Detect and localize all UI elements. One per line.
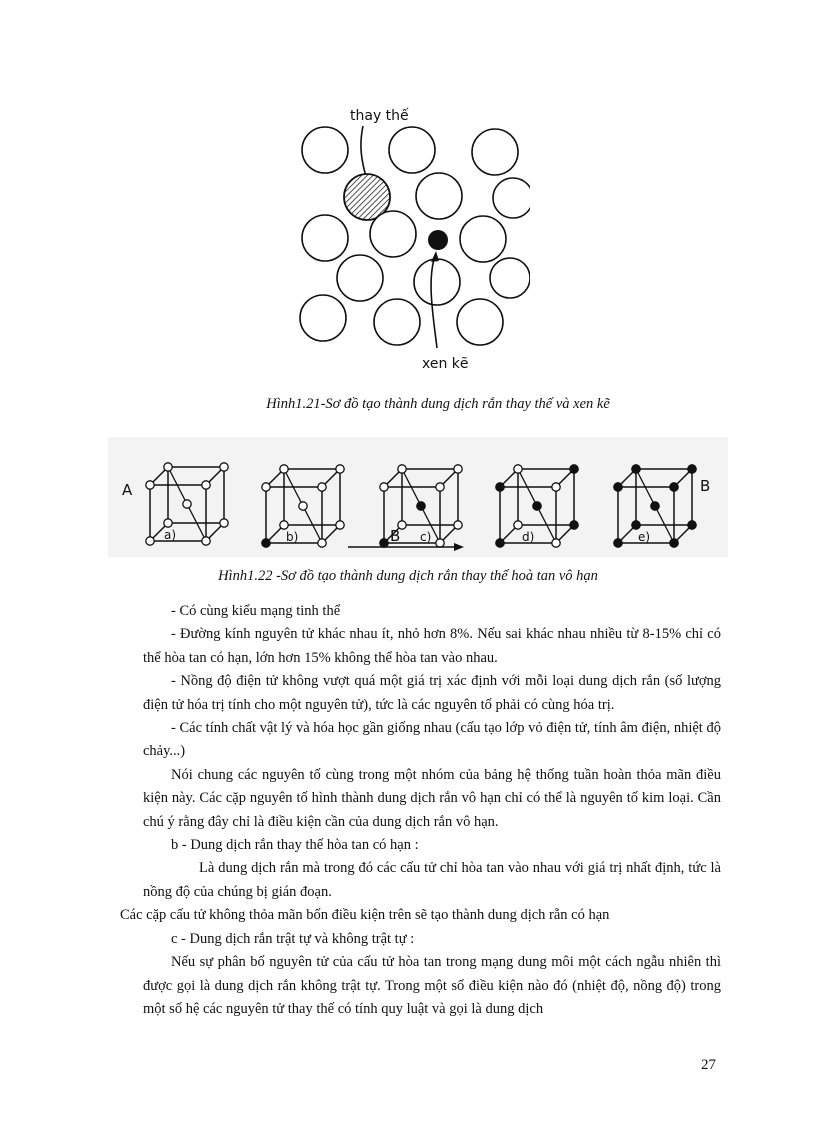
paragraph: Nếu sự phân bố nguyên tử của cấu tử hòa tan trong mạng dung môi một cách ngẫu nhiên thì được gọi là dung dịch rắn không trật tự. Trong một số điều kiện nào đó (nhiệt độ, nồng độ) trong một số hệ các nguyên tử thay thế có tính quy luật và gọi là dung dịch: [143, 954, 721, 1017]
atom: [300, 295, 346, 341]
cube-label-b: b): [286, 530, 299, 544]
atom-b: [632, 465, 640, 473]
figure-1-21-lattice: [295, 100, 530, 375]
label-interstitial: xen kẽ: [422, 356, 469, 372]
figure-1-22-cubes: [108, 437, 728, 557]
atom-a: [552, 483, 560, 491]
label-b-arrow: B: [390, 527, 401, 545]
atom: [416, 173, 462, 219]
atom-a: [220, 519, 228, 527]
atom-a: [514, 465, 522, 473]
atom-a: [336, 465, 344, 473]
paragraph: - Nồng độ điện tử không vượt quá một giá trị xác định với mỗi loại dung dịch rắn (số lượng điện tử hóa trị tính cho một nguyên tử), tức là các nguyên tố phải có cùng hóa trị.: [143, 673, 721, 713]
label-b: B: [700, 477, 711, 495]
figure-1-22-caption: Hình1.22 -Sơ đồ tạo thành dung dịch rắn thay thế hoà tan vô hạn: [218, 568, 598, 584]
arrow-substitution: [361, 126, 367, 180]
atom-b: [632, 521, 640, 529]
atom-a: [436, 483, 444, 491]
paragraph: b - Dung dịch rắn thay thế hòa tan có hạn :: [171, 837, 419, 854]
atom-b: [570, 521, 578, 529]
atom: [472, 129, 518, 175]
atom-a: [514, 521, 522, 529]
page-number: 27: [701, 1057, 716, 1073]
atom-a: [202, 481, 210, 489]
atom-a: [146, 481, 154, 489]
atom: [457, 299, 503, 345]
atom-b: [688, 465, 696, 473]
atom-a: [454, 465, 462, 473]
atom-b: [670, 483, 678, 491]
atom-b: [614, 539, 622, 547]
atom-a: [164, 463, 172, 471]
figure-1-21-caption: Hình1.21-Sơ đồ tạo thành dung dịch rắn thay thế và xen kẽ: [266, 396, 610, 412]
atom-a: [220, 463, 228, 471]
atom-b: [670, 539, 678, 547]
paragraph: - Đường kính nguyên tử khác nhau ít, nhỏ hơn 8%. Nếu sai khác nhau nhiều từ 8-15% chỉ có thể hòa tan có hạn, lớn hơn 15% không thể hòa tan vào nhau.: [143, 626, 721, 666]
atom-b: [380, 539, 388, 547]
atom-b: [496, 483, 504, 491]
atom-b: [570, 465, 578, 473]
atom-a: [318, 539, 326, 547]
atom: [493, 178, 530, 218]
cube-label-d: d): [522, 530, 535, 544]
atom-a: [146, 537, 154, 545]
atom-b: [496, 539, 504, 547]
atom: [302, 215, 348, 261]
atom: [370, 211, 416, 257]
atom-b: [417, 502, 425, 510]
body-text: [120, 600, 721, 1021]
paragraph: - Các tính chất vật lý và hóa học gần giống nhau (cấu tạo lớp vỏ điện tử, tính âm điện, nhiệt độ chảy...): [143, 720, 721, 760]
atom-a: [202, 537, 210, 545]
cube-label-c: c): [420, 530, 432, 544]
atom: [302, 127, 348, 173]
label-substitution: thay thế: [350, 108, 409, 124]
atom-a: [436, 539, 444, 547]
atom-a: [164, 519, 172, 527]
interstitial-atom: [428, 230, 448, 250]
atom: [460, 216, 506, 262]
atom-b: [262, 539, 270, 547]
atom-a: [336, 521, 344, 529]
atom: [490, 258, 530, 298]
label-a: A: [122, 481, 133, 499]
cube-label-e: e): [638, 530, 651, 544]
atom-b: [533, 502, 541, 510]
atom-a: [398, 465, 406, 473]
atom-a: [280, 521, 288, 529]
atom-a: [318, 483, 326, 491]
paragraph: Các cặp cấu tử không thỏa mãn bốn điều kiện trên sẽ tạo thành dung dịch rẵn có hạn: [120, 907, 610, 924]
atom-a: [280, 465, 288, 473]
atom-b: [688, 521, 696, 529]
atom-a: [454, 521, 462, 529]
atom: [337, 255, 383, 301]
atom-a: [552, 539, 560, 547]
atom: [389, 127, 435, 173]
cube-label-a: a): [164, 528, 177, 542]
atom-b: [651, 502, 659, 510]
paragraph: - Có cùng kiểu mạng tinh thể: [171, 603, 341, 619]
atom-a: [299, 502, 307, 510]
paragraph: c - Dung dịch rắn trật tự và không trật tự :: [171, 930, 415, 947]
atom: [414, 259, 460, 305]
atom-a: [262, 483, 270, 491]
atom-a: [183, 500, 191, 508]
paragraph: Nói chung các nguyên tố cùng trong một nhóm của bảng hệ thống tuần hoàn thỏa mãn điều kiện này. Các cặp nguyên tố hình thành dung dịch rắn vô hạn chỉ có thể là nguyên tố kim loại. Cần chú ý rằng đây chỉ là điều kiện cần của dung dịch rắn vô hạn.: [143, 766, 721, 830]
paragraph: Là dung dịch rắn mà trong đó các cấu tử chỉ hòa tan vào nhau với giá trị nhất định, tức là nồng độ của chúng bị gián đoạn.: [143, 860, 721, 900]
atom-a: [380, 483, 388, 491]
atom-b: [614, 483, 622, 491]
atom: [374, 299, 420, 345]
